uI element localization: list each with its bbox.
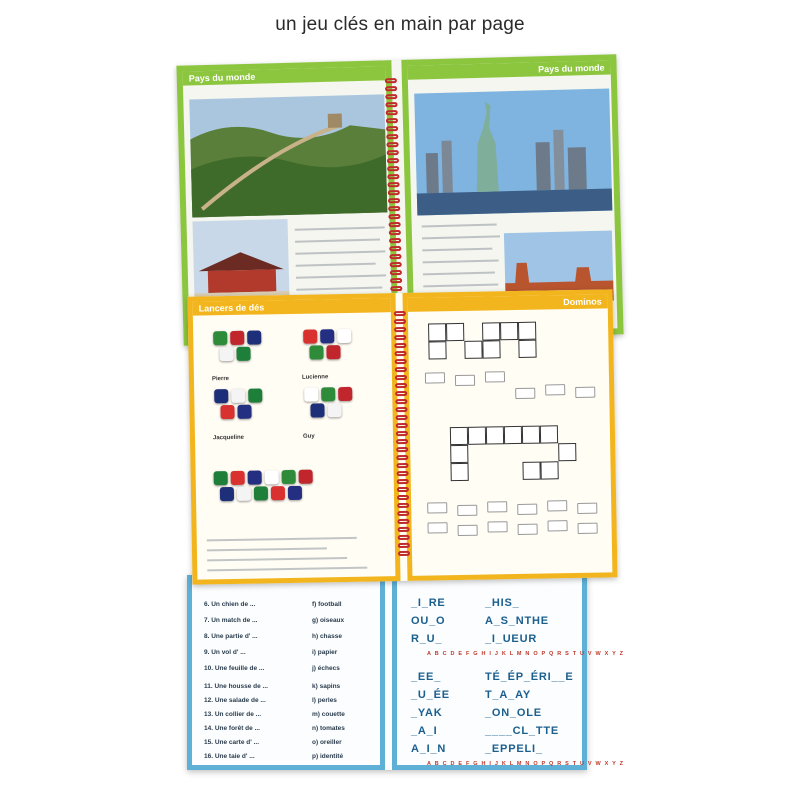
domino-grid-cell	[486, 426, 504, 444]
great-wall-photo	[189, 94, 387, 217]
die-icon	[247, 330, 261, 344]
yellow-left-title: Lancers de dés	[193, 298, 391, 315]
domino-grid-cell	[504, 426, 522, 444]
die-icon	[231, 389, 245, 403]
matching-answer: k) sapins	[312, 683, 341, 690]
die-icon	[237, 405, 251, 419]
blue-spread	[187, 575, 625, 770]
die-icon	[337, 329, 351, 343]
player-name: Lucienne	[301, 374, 329, 381]
yellow-right-title: Dominos	[408, 294, 608, 311]
die-icon	[214, 471, 228, 485]
matching-item: 10. Une feuille de ...	[204, 665, 265, 672]
matching-item: 16. Une taie d' ...	[204, 753, 255, 760]
word-puzzle: TÉ_ÉP_ÉRI__E	[485, 671, 574, 683]
word-puzzle: _A_I	[411, 725, 438, 737]
word-puzzle: ____CL_TTE	[485, 725, 560, 737]
die-icon	[265, 470, 279, 484]
domino-tile	[487, 501, 507, 512]
word-puzzle: A_I_N	[411, 743, 447, 755]
die-icon	[271, 486, 285, 500]
player-name: Guy	[302, 433, 315, 440]
domino-grid-cell	[428, 341, 446, 359]
word-puzzle: _ON_OLE	[485, 707, 542, 719]
yellow-spread	[188, 289, 618, 584]
matching-answer: p) identité	[312, 753, 344, 760]
green-left-title: Pays du monde	[183, 66, 386, 85]
blue-left-page	[187, 575, 385, 770]
domino-grid-cell	[450, 427, 468, 445]
domino-tile	[485, 371, 505, 382]
die-icon	[220, 405, 234, 419]
yellow-left-page	[188, 293, 401, 585]
matching-item: 7. Un match de ...	[204, 617, 258, 624]
player-name: Jacqueline	[212, 434, 245, 442]
domino-tile	[547, 500, 567, 511]
matching-item: 8. Une partie d' ...	[204, 633, 258, 640]
word-puzzle: _I_RE	[411, 597, 446, 609]
die-icon	[309, 345, 323, 359]
domino-grid-cell	[540, 425, 558, 443]
matching-item: 14. Une forêt de ...	[204, 725, 260, 732]
die-icon	[327, 403, 341, 417]
domino-tile	[578, 523, 598, 534]
die-icon	[248, 388, 262, 402]
domino-grid-cell	[482, 322, 500, 340]
domino-tile	[457, 505, 477, 516]
word-puzzle: _YAK	[411, 707, 443, 719]
domino-tile	[427, 522, 447, 533]
matching-answer: m) couette	[312, 711, 345, 718]
domino-grid-cell	[518, 340, 536, 358]
matching-answer: f) football	[312, 601, 342, 608]
die-icon	[303, 329, 317, 343]
word-puzzle: A_S_NTHE	[485, 615, 549, 627]
word-puzzle: _I_UEUR	[485, 633, 538, 645]
die-icon	[288, 486, 302, 500]
domino-grid-cell	[468, 427, 486, 445]
die-icon	[214, 389, 228, 403]
matching-answer: n) tomates	[312, 725, 345, 732]
caption: un jeu clés en main par page	[275, 14, 525, 35]
domino-grid-cell	[450, 445, 468, 463]
domino-tile	[427, 502, 447, 513]
domino-tile	[518, 524, 538, 535]
word-puzzle: _U_ÉE	[411, 689, 450, 701]
die-icon	[326, 345, 340, 359]
die-icon	[213, 331, 227, 345]
alphabet-strip: A B C D E F G H I J K L M N O P Q R S T U V W X Y Z	[427, 651, 625, 657]
domino-grid-cell	[464, 341, 482, 359]
domino-grid-cell	[518, 322, 536, 340]
word-puzzle: OU_O	[411, 615, 446, 627]
domino-tile	[458, 525, 478, 536]
player-name: Pierre	[211, 376, 230, 383]
die-icon	[220, 487, 234, 501]
domino-grid-cell	[482, 340, 500, 358]
word-puzzle: T_A_AY	[485, 689, 531, 701]
blue-right-page	[392, 575, 625, 770]
die-icon	[254, 486, 268, 500]
matching-item: 13. Un collier de ...	[204, 711, 262, 718]
matching-item: 11. Une housse de ...	[204, 683, 268, 690]
die-icon	[320, 329, 334, 343]
domino-grid-cell	[522, 426, 540, 444]
domino-grid-cell	[522, 462, 540, 480]
die-icon	[237, 487, 251, 501]
die-icon	[338, 387, 352, 401]
die-icon	[230, 331, 244, 345]
matching-item: 15. Une carte d' ...	[204, 739, 260, 746]
word-puzzle: R_U_	[411, 633, 443, 645]
die-icon	[304, 387, 318, 401]
domino-grid-cell	[446, 323, 464, 341]
domino-grid-cell	[558, 443, 576, 461]
domino-tile	[545, 384, 565, 395]
domino-tile	[487, 521, 507, 532]
matching-item: 6. Un chien de ...	[204, 601, 256, 608]
alphabet-strip: A B C D E F G H I J K L M N O P Q R S T U V W X Y Z	[427, 761, 625, 767]
die-icon	[219, 347, 233, 361]
matching-answer: g) oiseaux	[312, 617, 345, 624]
die-icon	[231, 471, 245, 485]
domino-tile	[425, 372, 445, 383]
domino-tile	[577, 503, 597, 514]
green-right-title: Pays du monde	[407, 60, 610, 79]
domino-tile	[515, 388, 535, 399]
matching-answer: h) chasse	[312, 633, 342, 640]
die-icon	[321, 387, 335, 401]
die-icon	[248, 470, 262, 484]
matching-answer: i) papier	[312, 649, 338, 656]
die-icon	[299, 470, 313, 484]
die-icon	[310, 403, 324, 417]
die-icon	[236, 347, 250, 361]
domino-tile	[455, 375, 475, 386]
word-puzzle: _EPPELI_	[485, 743, 543, 755]
statue-of-liberty-photo	[414, 88, 612, 215]
die-icon	[282, 470, 296, 484]
yellow-right-page	[402, 289, 617, 581]
domino-grid-cell	[540, 461, 558, 479]
domino-grid-cell	[428, 323, 446, 341]
matching-answer: l) perles	[312, 697, 337, 704]
matching-item: 12. Une salade de ...	[204, 697, 266, 704]
domino-tile	[547, 520, 567, 531]
domino-grid-cell	[450, 463, 468, 481]
word-puzzle: _HIS_	[485, 597, 520, 609]
word-puzzle: _EE_	[411, 671, 442, 683]
matching-answer: o) oreiller	[312, 739, 342, 746]
matching-item: 9. Un vol d' ...	[204, 649, 246, 656]
domino-tile	[575, 387, 595, 398]
matching-answer: j) échecs	[312, 665, 340, 672]
domino-tile	[517, 504, 537, 515]
domino-grid-cell	[500, 322, 518, 340]
